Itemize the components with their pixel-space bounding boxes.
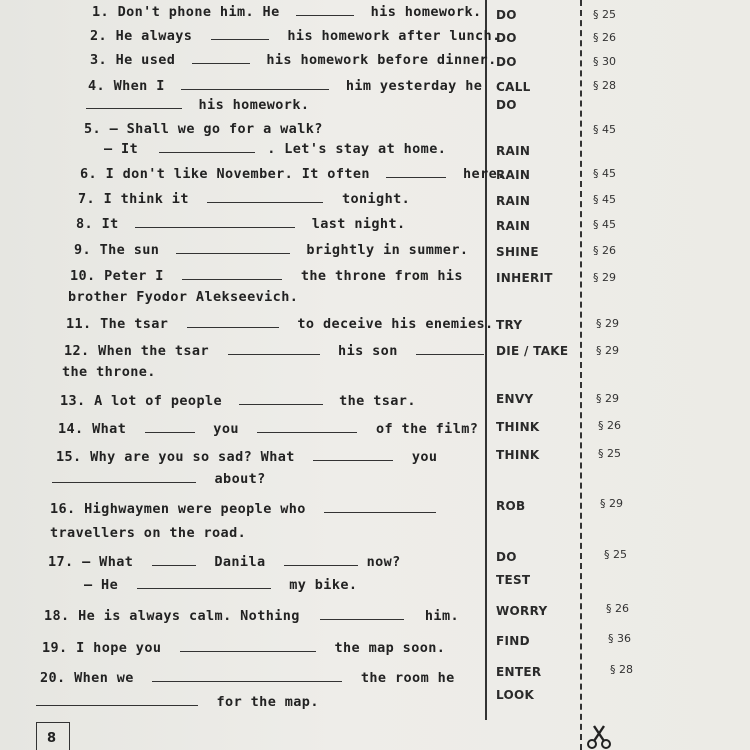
exercise-text: brightly in summer.	[306, 242, 469, 258]
paragraph-ref: § 25	[598, 447, 621, 460]
answer-blank[interactable]	[211, 38, 269, 40]
paragraph-ref: § 28	[610, 663, 633, 676]
verb-label: CALL	[496, 80, 531, 94]
exercise-15-line-2	[52, 471, 266, 487]
verb-label: THINK	[496, 420, 540, 434]
exercise-text: last night.	[311, 216, 406, 232]
exercise-16-line-2	[50, 525, 246, 541]
paragraph-ref: § 45	[593, 167, 616, 180]
exercise-10-line-2	[68, 289, 298, 305]
exercise-text: of the film?	[375, 421, 479, 437]
exercise-text: him yesterday he	[345, 78, 483, 94]
answer-blank[interactable]	[207, 201, 323, 203]
paragraph-ref: § 45	[593, 218, 616, 231]
exercise-text: . Let's stay at home.	[267, 141, 447, 157]
paragraph-ref: § 29	[593, 271, 616, 284]
column-divider	[485, 0, 487, 720]
verb-label: INHERIT	[496, 271, 553, 285]
exercise-16	[50, 501, 436, 517]
exercise-text: 12. When the tsar	[64, 343, 209, 359]
verb-label: FIND	[496, 634, 530, 648]
exercise-text: 8. It	[76, 216, 119, 232]
verb-label: RAIN	[496, 144, 531, 158]
verb-label: DO	[496, 8, 517, 22]
exercise-text: 16. Highwaymen were people who	[50, 501, 306, 517]
exercise-text: about?	[214, 471, 266, 487]
cut-line	[580, 0, 582, 750]
exercise-20	[40, 670, 455, 686]
paragraph-ref: § 28	[593, 79, 616, 92]
exercise-4-line-2	[86, 97, 309, 113]
exercise-text: 3. He used	[90, 52, 176, 68]
verb-label: ENTER	[496, 665, 542, 679]
exercise-2	[90, 28, 501, 44]
exercise-text: 11. The tsar	[66, 316, 169, 332]
answer-blank[interactable]	[152, 680, 342, 682]
answer-blank[interactable]	[416, 353, 484, 355]
exercise-text: travellers on the road.	[50, 525, 247, 541]
answer-blank[interactable]	[324, 511, 436, 513]
exercise-7	[78, 191, 410, 207]
paragraph-ref: § 26	[593, 244, 616, 257]
exercise-5-line-2	[104, 141, 446, 157]
paragraph-ref: § 25	[593, 8, 616, 21]
verb-label: TRY	[496, 318, 523, 332]
answer-blank[interactable]	[152, 564, 196, 566]
exercise-text: his homework before dinner.	[266, 52, 497, 68]
exercise-14	[58, 421, 478, 437]
verb-label: RAIN	[496, 168, 531, 182]
answer-blank[interactable]	[137, 587, 271, 589]
paragraph-ref: § 26	[593, 31, 616, 44]
verb-label: SHINE	[496, 245, 539, 259]
exercise-text: 14. What	[58, 421, 127, 437]
exercise-13	[60, 393, 416, 409]
exercise-15	[56, 449, 437, 465]
exercise-text: 17. — What	[48, 554, 134, 570]
answer-blank[interactable]	[228, 353, 320, 355]
answer-blank[interactable]	[239, 403, 323, 405]
verb-label: RAIN	[496, 194, 531, 208]
exercise-text: Danila	[214, 554, 266, 570]
exercise-text: the room he	[360, 670, 455, 686]
answer-blank[interactable]	[192, 62, 250, 64]
exercise-text: his homework after lunch.	[287, 28, 501, 44]
verb-label: DO	[496, 550, 517, 564]
exercise-text: to deceive his enemies.	[297, 316, 494, 332]
paragraph-ref: § 26	[598, 419, 621, 432]
answer-blank[interactable]	[36, 704, 198, 706]
paragraph-ref: § 29	[596, 317, 619, 330]
exercise-10	[70, 268, 463, 284]
exercise-text: 5. — Shall we go for a walk?	[84, 121, 323, 137]
paragraph-ref: § 45	[593, 123, 616, 136]
paragraph-ref: § 29	[596, 344, 619, 357]
scissors-icon	[586, 724, 612, 750]
exercise-text: his son	[338, 343, 398, 359]
answer-blank[interactable]	[181, 88, 329, 90]
answer-blank[interactable]	[86, 107, 182, 109]
exercise-text: you	[213, 421, 239, 437]
exercise-text: 19. I hope you	[42, 640, 162, 656]
verb-label: WORRY	[496, 604, 548, 618]
exercise-text: — He	[84, 577, 119, 593]
exercise-17	[48, 554, 401, 570]
exercise-text: brother Fyodor Alekseevich.	[68, 289, 299, 305]
exercise-5	[84, 121, 323, 137]
exercise-text: now?	[366, 554, 401, 570]
exercise-text: for the map.	[216, 694, 319, 710]
verb-label: TEST	[496, 573, 531, 587]
answer-blank[interactable]	[182, 278, 282, 280]
exercise-text: the map soon.	[334, 640, 446, 656]
verb-label: ENVY	[496, 392, 534, 406]
exercise-text: the tsar.	[339, 393, 416, 409]
exercise-12	[64, 343, 484, 359]
page-number: 8	[47, 731, 57, 746]
exercise-text: his homework.	[198, 97, 310, 113]
answer-blank[interactable]	[257, 431, 357, 433]
exercise-3	[90, 52, 497, 68]
exercise-text: 20. When we	[40, 670, 134, 686]
answer-blank[interactable]	[159, 151, 255, 153]
verb-label: THINK	[496, 448, 540, 462]
exercise-text: — It	[104, 141, 139, 157]
exercise-19	[42, 640, 445, 656]
answer-blank[interactable]	[145, 431, 195, 433]
paragraph-ref: § 26	[606, 602, 629, 615]
exercise-text: 10. Peter I	[70, 268, 164, 284]
exercise-text: 4. When I	[88, 78, 165, 94]
verb-label: ROB	[496, 499, 526, 513]
exercise-text: tonight.	[341, 191, 411, 207]
answer-blank[interactable]	[180, 650, 316, 652]
verb-label: LOOK	[496, 688, 535, 702]
paragraph-ref: § 30	[593, 55, 616, 68]
answer-blank[interactable]	[296, 14, 354, 16]
exercise-6	[80, 166, 506, 182]
exercise-text: 6. I don't like November. It often	[80, 166, 370, 182]
exercise-text: his homework.	[370, 4, 482, 20]
verb-label: DO	[496, 98, 517, 112]
exercise-text: here.	[463, 166, 506, 182]
paragraph-ref: § 25	[604, 548, 627, 561]
verb-label: RAIN	[496, 219, 531, 233]
page-number-box	[36, 722, 70, 750]
answer-blank[interactable]	[52, 481, 196, 483]
exercise-18	[44, 608, 459, 624]
exercise-20-line-2	[36, 694, 319, 710]
exercise-text: him.	[424, 608, 460, 624]
verb-label: DIE / TAKE	[496, 344, 569, 358]
answer-blank[interactable]	[313, 459, 393, 461]
paragraph-ref: § 29	[596, 392, 619, 405]
exercise-text: 9. The sun	[74, 242, 160, 258]
exercise-text: 15. Why are you so sad? What	[56, 449, 295, 465]
answer-blank[interactable]	[187, 326, 279, 328]
exercise-text: the throne from his	[300, 268, 463, 284]
exercise-9	[74, 242, 468, 258]
exercise-text: my bike.	[289, 577, 358, 593]
exercise-8	[76, 216, 406, 232]
answer-blank[interactable]	[135, 226, 295, 228]
exercise-text: the throne.	[62, 364, 156, 380]
paragraph-ref: § 45	[593, 193, 616, 206]
exercise-11	[66, 316, 494, 332]
verb-label: DO	[496, 31, 517, 45]
exercise-12-line-2	[62, 364, 156, 380]
verb-label: DO	[496, 55, 517, 69]
paragraph-ref: § 29	[600, 497, 623, 510]
answer-blank[interactable]	[284, 564, 358, 566]
exercise-text: 18. He is always calm. Nothing	[44, 608, 300, 624]
exercise-text: 13. A lot of people	[60, 393, 223, 409]
exercise-4	[88, 78, 482, 94]
exercise-text: you	[411, 449, 438, 465]
exercise-text: 2. He always	[90, 28, 193, 44]
exercise-17-line-2	[84, 577, 357, 593]
answer-blank[interactable]	[176, 252, 290, 254]
paragraph-ref: § 36	[608, 632, 631, 645]
exercise-text: 1. Don't phone him. He	[92, 4, 280, 20]
answer-blank[interactable]	[320, 618, 404, 620]
exercise-1	[92, 4, 482, 20]
answer-blank[interactable]	[386, 176, 446, 178]
exercise-text: 7. I think it	[78, 191, 189, 207]
